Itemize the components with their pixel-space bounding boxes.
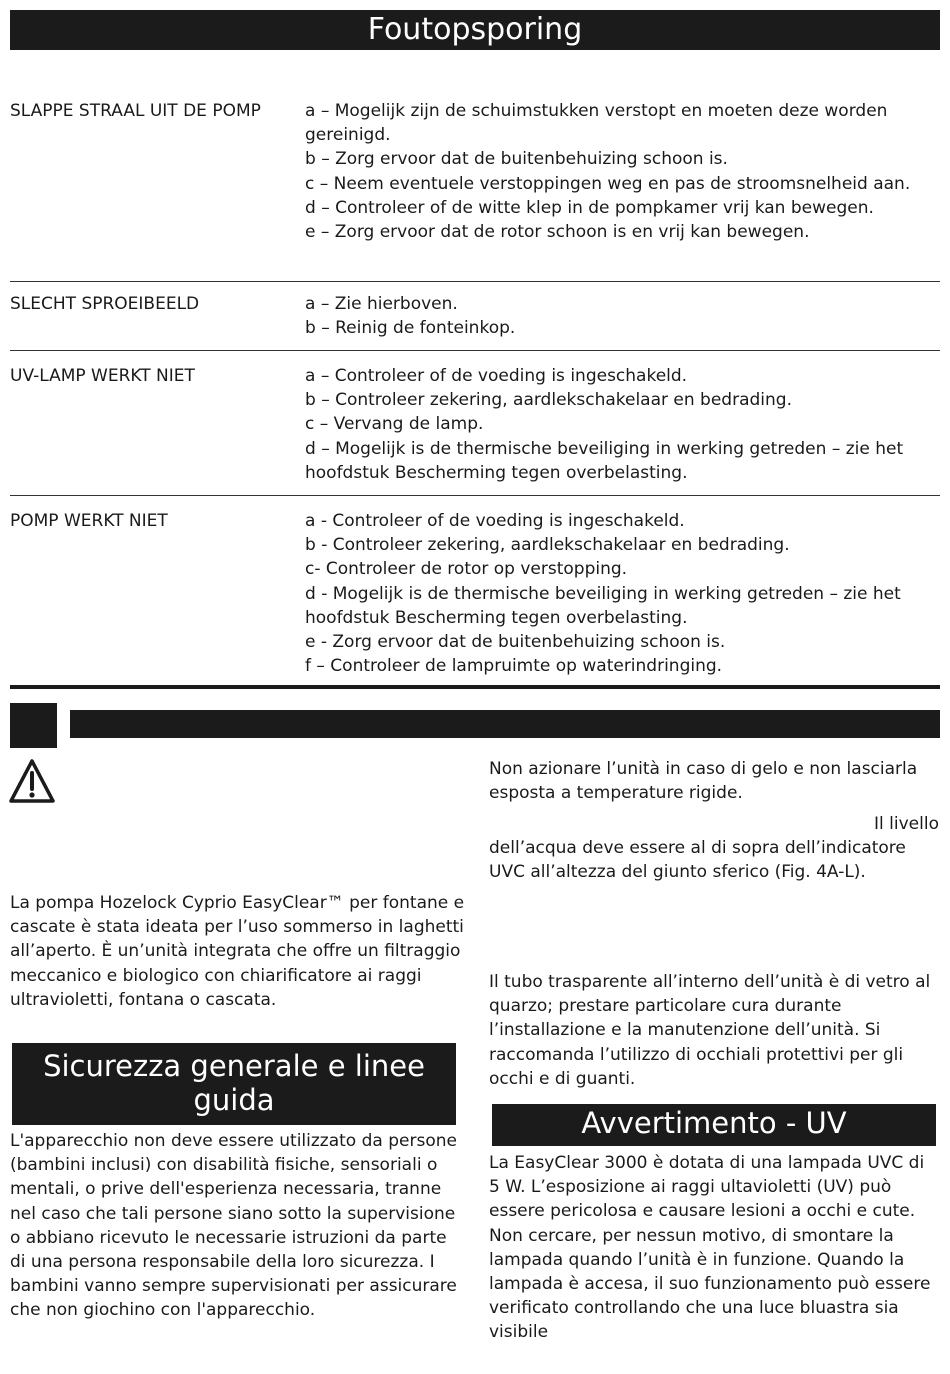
- warning-triangle-icon: [8, 758, 56, 806]
- solution-list: [305, 292, 940, 340]
- row-divider: [10, 281, 940, 282]
- language-section-bar: [70, 710, 940, 738]
- safety-paragraph: L'apparecchio non deve essere utilizzato da persone (bambini inclusi) con disabilità fisiche, sensoriali o mentali, o prive dell'esperienza necessaria, tranne nel caso che tali persone siano sotto la supervisione o abbiano ricevuto le necessarie istruzioni da parte di una persona responsabile della loro sicurezza. I bambini vanno sempre supervisionati per assicurare che non giochino con l'apparecchio.: [10, 1131, 457, 1321]
- solution-item: c – Vervang de lamp.: [305, 414, 484, 435]
- uv-warning-heading: Avvertimento - UV: [492, 1104, 936, 1146]
- solution-item: d – Mogelijk is de thermische beveiliging in werking getreden – zie het hoofdstuk Bescherming tegen overbelasting.: [305, 438, 904, 483]
- solution-item: a – Controleer of de voeding is ingeschakeld.: [305, 366, 688, 386]
- page-title: Foutopsporing: [10, 10, 940, 50]
- solution-item: a - Controleer of de voeding is ingeschakeld.: [305, 511, 685, 531]
- solution-item: d – Controleer of de witte klep in de pompkamer vrij kan bewegen.: [305, 197, 874, 218]
- uv-warning-paragraph: La EasyClear 3000 è dotata di una lampada UVC di 5 W. L’esposizione ai raggi ultavioletti (UV) può essere pericolosa e causare lesioni a occhi e cute. Non cercare, per nessun motivo, di smontare la lampada quando l’unità è in funzione. Quando la lampada è accesa, il suo funzionamento può essere verificato controllando che una luce bluastra sia visibile: [489, 1153, 931, 1343]
- row-divider: [10, 495, 940, 496]
- frost-paragraph: Non azionare l’unità in caso di gelo e non lasciarla esposta a temperature rigide.: [489, 759, 918, 804]
- problem-label: SLECHT SPROEIBEELD: [10, 294, 200, 314]
- solution-item: b - Controleer zekering, aardlekschakelaar en bedrading.: [305, 535, 790, 556]
- solution-item: b – Reinig de fonteinkop.: [305, 318, 516, 339]
- problem-label: POMP WERKT NIET: [10, 511, 168, 531]
- water-level-line-start: Il livello: [874, 814, 939, 834]
- solution-list: [305, 364, 940, 485]
- solution-item: b – Zorg ervoor dat de buitenbehuizing schoon is.: [305, 149, 728, 170]
- solution-item: c – Neem eventuele verstoppingen weg en pas de stroomsnelheid aan.: [305, 173, 911, 194]
- language-tab-box: [10, 703, 57, 748]
- section-divider: [10, 685, 940, 689]
- intro-paragraph: La pompa Hozelock Cyprio EasyClear™ per fontane e cascate è stata ideata per l’uso sommerso in laghetti all’aperto. È un’unità integrata che offre un filtraggio meccanico e biologico con chiarificatore ai raggi ultravioletti, fontana o cascata.: [10, 893, 465, 1010]
- problem-label: UV-LAMP WERKT NIET: [10, 366, 195, 386]
- solution-list: [305, 99, 940, 244]
- water-level-paragraph: [489, 812, 939, 885]
- solution-item: a – Mogelijk zijn de schuimstukken verstopt en moeten deze worden gereinigd.: [305, 101, 888, 146]
- solution-item: e - Zorg ervoor dat de buitenbehuizing schoon is.: [305, 632, 726, 653]
- solution-item: f – Controleer de lampruimte op waterindringing.: [305, 656, 723, 677]
- quartz-paragraph: Il tubo trasparente all’interno dell’unità è di vetro al quarzo; prestare particolare cura durante l’installazione e la manutenzione dell’unità. Si raccomanda l’utilizzo di occhiali protettivi per gli occhi e di guanti.: [489, 972, 931, 1089]
- safety-heading: Sicurezza generale e linee guida: [12, 1043, 456, 1125]
- solution-list: [305, 509, 940, 678]
- solution-item: e – Zorg ervoor dat de rotor schoon is en vrij kan bewegen.: [305, 222, 810, 243]
- solution-item: d - Mogelijk is de thermische beveiliging in werking getreden – zie het hoofdstuk Bescherming tegen overbelasting.: [305, 583, 901, 628]
- solution-item: b – Controleer zekering, aardlekschakelaar en bedrading.: [305, 390, 792, 411]
- row-divider: [10, 350, 940, 351]
- water-level-line-rest: dell’acqua deve essere al di sopra dell’indicatore UVC all’altezza del giunto sferico (Fig. 4A-L).: [489, 838, 906, 883]
- solution-item: a – Zie hierboven.: [305, 294, 458, 314]
- problem-label: SLAPPE STRAAL UIT DE POMP: [10, 101, 261, 121]
- solution-item: c- Controleer de rotor op verstopping.: [305, 559, 628, 580]
